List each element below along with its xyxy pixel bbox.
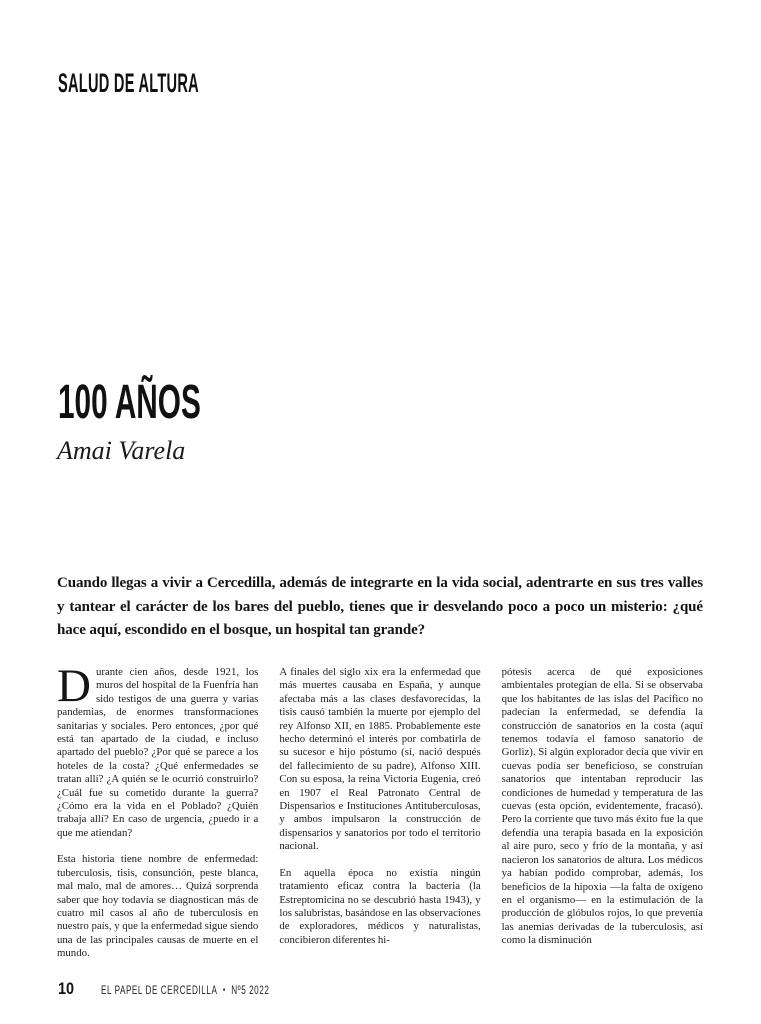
- body-column-1: [57, 666, 258, 971]
- body-paragraph: En aquella época no existía ningún tratamiento eficaz contra la bacteria (la Estreptomicina no se descubrió hasta 1943), y los salubristas, basándose en las observaciones de exploradores, médicos y naturalistas, concibieron diferentes hi-: [279, 866, 481, 946]
- article-body: [57, 666, 703, 971]
- footer-bullet: •: [222, 985, 226, 996]
- publication-name: EL PAPEL DE CERCEDILLA: [100, 983, 218, 997]
- body-paragraph: [57, 666, 258, 840]
- issue-label: Nº5 2022: [231, 983, 270, 997]
- body-column-2: [279, 666, 480, 971]
- page-number: 10: [58, 979, 75, 998]
- body-paragraph: pótesis acerca de qué exposiciones ambientales protegían de ella. Si se observaba que los habitantes de las islas del Pacífico no padecían la enfermedad, se defendía la construcción de sanatorios en la costa (aquí tenemos todavía el famoso sanatorio de Gorliz). Si algún explorador decía que vivir en cuevas podía ser beneficioso, se construían sanatorios que intentaban reproducir las condiciones de humedad y temperatura de las cuevas (esta opción, evidentemente, fracasó). Pero la corriente que tuvo más éxito fue la que defendía una terapia basada en la exposición al aire puro, seco y frío de la montaña, y así nacieron los sanatorios de altura. Los médicos ya habían podido comprobar, además, los beneficios de la hipoxia —la falta de oxígeno en el organismo— en la estimulación de la producción de glóbulos rojos, lo que prevenía las anemias derivadas de la tuberculosis, así como la disminución: [501, 666, 703, 947]
- article-title: 100 AÑOS: [58, 376, 201, 429]
- article-byline: Amai Varela: [57, 436, 186, 465]
- article-lede: Cuando llegas a vivir a Cercedilla, además de integrarte en la vida social, adentrarte en sus tres valles y tantear el carácter de los bares del pueblo, tienes que ir desvelando poco a poco un misterio: ¿qué hace aquí, escondido en el bosque, un hospital tan grande?: [57, 575, 703, 638]
- body-paragraph: A finales del siglo xix era la enfermedad que más muertes causaba en España, y aunque afectaba más a las clases desfavorecidas, la tisis causó también la muerte por ejemplo del rey Alfonso XII, en 1885. Probablemente este hecho determinó el interés por combatirla de su sucesor e hijo póstumo (sí, nació después del fallecimiento de su padre), Alfonso XIII. Con su esposa, la reina Victoria Eugenia, creó en 1907 el Real Patronato Central de Dispensarios e Instituciones Antituberculosas, y ambos impulsaron la construcción de dispensarios y sanatorios por todo el territorio nacional.: [279, 666, 481, 853]
- body-column-3: [502, 666, 703, 971]
- drop-cap: D: [57, 666, 91, 712]
- section-kicker: SALUD DE ALTURA: [58, 68, 199, 98]
- footer-publication-line: [101, 984, 269, 996]
- paragraph-text: urante cien años, desde 1921, los muros del hospital de la Fuenfría han sido testigos de una guerra y varias pandemias, de enormes transformaciones sanitarias y sociales. Pero entonces, ¿por qué está tan apartado de la ciudad, e incluso apartado del pueblo? ¿Por qué se parece a los hoteles de la costa? ¿Qué enfermedades se tratan allí? ¿A quién se le ocurrió construirlo? ¿Cuál fue su cometido durante la guerra? ¿Cómo era la vida en el Poblado? ¿Quién trabaja allí? En caso de urgencia, ¿puedo ir a que me atiendan?: [57, 666, 259, 839]
- page-footer: [58, 980, 704, 997]
- body-paragraph: Esta historia tiene nombre de enfermedad: tuberculosis, tisis, consunción, peste blanca, mal malo, mal de amores… Quizá sorprenda saber que hoy todavía se diagnostican más de cuatro mil casos al año de tuberculosis en nuestro país, y que la enfermedad sigue siendo una de las principales causas de muerte en el mundo.: [57, 853, 259, 960]
